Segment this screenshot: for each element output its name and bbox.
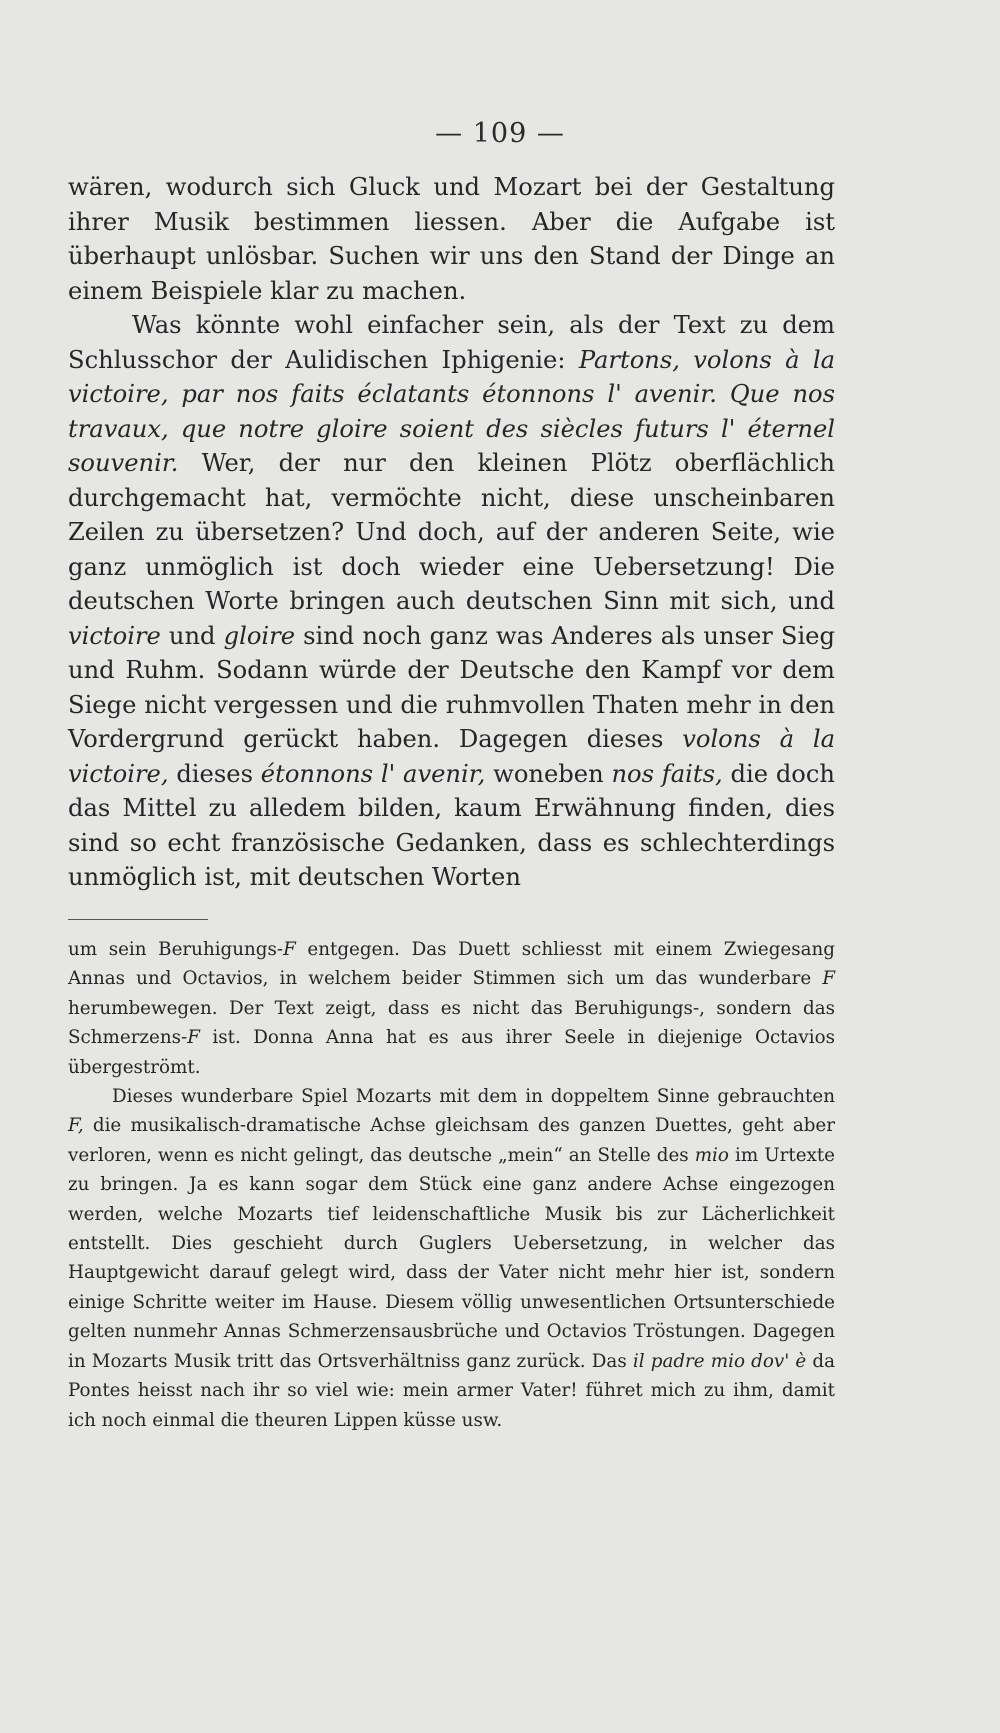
fn-p2-text-2: die musikalisch-dramatische Achse gleichsam des ganzen Duettes, geht aber verloren, wenn es nicht gelingt, das deutsche „mein“ an Stelle des (68, 1115, 835, 1166)
fn-p2-italic-mio: mio (694, 1144, 729, 1166)
main-p2-text-3: und (160, 621, 224, 650)
fn-p2-italic-il-padre: il padre mio dov' è (632, 1350, 807, 1372)
footnote-paragraph-1 (68, 935, 835, 1082)
main-p2-text-4: sind noch ganz was Anderes als unser Sieg und Ruhm. Sodann würde der Deutsche den Kampf vor dem Siege nicht vergessen und die ruhmvollen Thaten mehr in den Vordergrund gerückt haben. Dagegen dieses (68, 621, 835, 753)
main-p2-word-gloire: gloire (223, 621, 296, 650)
page-number: — 109 — (435, 118, 565, 149)
main-p2-french-quote: Partons, volons à la victoire, par nos faits éclatants étonnons l' avenir. Que nos travaux, que notre gloire soient des siècles futurs l' éternel souvenir. (68, 345, 835, 477)
main-p1-text: wären, wodurch sich Gluck und Mozart bei der Gestaltung ihrer Musik bestimmen liessen. Aber die Aufgabe ist überhaupt unlösbar. Suchen wir uns den Stand der Dinge an einem Beispiele klar zu machen. (68, 173, 835, 305)
fn-p1-text-4: ist. Donna Anna hat es aus ihrer Seele in diejenige Octavios übergeströmt. (68, 1027, 835, 1078)
fn-p1-text-1: um sein Beruhigungs- (68, 939, 284, 960)
main-p2-phrase-etonnons: étonnons l' avenir, (260, 759, 486, 788)
main-p2-text-5: dieses (168, 759, 261, 788)
fn-p2-text-4: da Pontes heisst nach ihr so viel wie: mein armer Vater! führet mich zu ihm, damit ich noch einmal die theuren Lippen küsse usw. (68, 1350, 835, 1431)
main-p2-text-6: woneben (485, 759, 612, 788)
main-p2-text-7: die doch das Mittel zu alledem bilden, kaum Erwähnung finden, dies sind so echt französische Gedanken, dass es schlechterdings unmöglich ist, mit deutschen Worten (68, 759, 835, 891)
main-p2-phrase-nos-faits: nos faits, (611, 759, 723, 788)
main-p2-text-2: Wer, der nur den kleinen Plötz oberflächlich durchgemacht hat, vermöchte nicht, diese unscheinbaren Zeilen zu übersetzen? Und doch, auf der anderen Seite, wie ganz unmöglich ist doch wieder eine Uebersetzung! Die deutschen Worte bringen auch deutschen Sinn mit sich, und (68, 449, 835, 615)
main-paragraph-1 (68, 170, 835, 308)
fn-p2-italic-f: F, (68, 1115, 84, 1137)
footnote-paragraph-2 (68, 1082, 835, 1435)
footnotes (68, 935, 835, 1435)
main-p2-word-victoire: victoire (68, 621, 161, 650)
fn-p1-italic-f-2: F (822, 968, 835, 990)
footnote-divider (68, 919, 208, 920)
fn-p2-text-3: im Urtexte zu bringen. Ja es kann sogar dem Stück eine ganz andere Achse eingezogen werden, welche Mozarts tief leidenschaftliche Musik bis zur Lächerlichkeit entstellt. Dies geschieht durch Guglers Uebersetzung, in welcher das Hauptgewicht darauf gelegt wird, dass der Vater nicht mehr hier ist, sondern einige Schritte weiter im Hause. Diesem völlig unwesentlichen Ortsunterschiede gelten nunmehr Annas Schmerzensausbrüche und Octavios Tröstungen. Dagegen in Mozarts Musik tritt das Ortsverhältniss ganz zurück. Das (68, 1144, 835, 1372)
fn-p2-text-1: Dieses wunderbare Spiel Mozarts mit dem in doppeltem Sinne gebrauchten (112, 1086, 835, 1108)
main-p2-phrase-volons: volons à la victoire, (68, 725, 835, 788)
fn-p1-text-2: entgegen. Das Duett schliesst mit einem Zwiegesang Annas und Octavios, in welchem beider Stimmen sich um das wunderbare (68, 939, 835, 990)
main-paragraph-2 (68, 308, 835, 895)
main-p2-text-1: Was könnte wohl einfacher sein, als der Text zu dem Schlusschor der Aulidischen Iphigenie: (68, 311, 835, 374)
fn-p1-italic-f-1: F (283, 939, 296, 960)
main-text (68, 170, 835, 895)
fn-p1-italic-f-3: F (187, 1027, 200, 1049)
fn-p1-text-3: herumbewegen. Der Text zeigt, dass es nicht das Beruhigungs-, sondern das Schmerzens- (68, 997, 835, 1049)
